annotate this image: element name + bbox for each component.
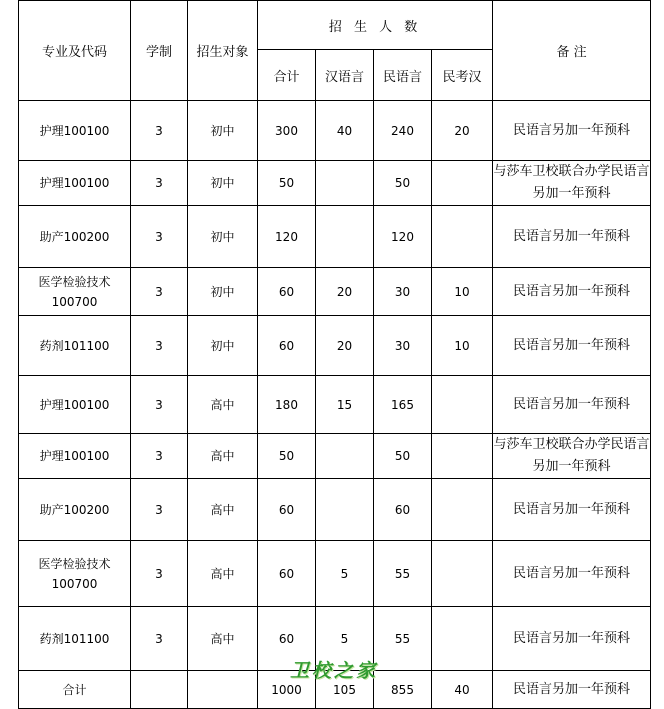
cell-minkao: 20 [432, 101, 493, 161]
table-row [19, 541, 651, 607]
cell-minority: 60 [374, 479, 432, 541]
cell-chinese: 40 [316, 101, 374, 161]
header-enrollment-count: 招 生 人 数 [258, 1, 493, 50]
cell-major: 护理100100 [19, 434, 131, 479]
totals-chinese: 105 [316, 671, 374, 709]
cell-minkao [432, 206, 493, 268]
cell-chinese: 5 [316, 607, 374, 671]
cell-major: 护理100100 [19, 161, 131, 206]
cell-minkao [432, 161, 493, 206]
cell-minority: 55 [374, 541, 432, 607]
cell-minority: 50 [374, 434, 432, 479]
table-row [19, 101, 651, 161]
cell-target: 高中 [188, 434, 258, 479]
cell-duration: 3 [131, 101, 188, 161]
cell-duration: 3 [131, 206, 188, 268]
totals-minority: 855 [374, 671, 432, 709]
cell-minority: 30 [374, 268, 432, 316]
header-duration: 学制 [131, 1, 188, 101]
cell-total: 120 [258, 206, 316, 268]
cell-total: 60 [258, 316, 316, 376]
totals-total: 1000 [258, 671, 316, 709]
cell-remarks: 民语言另加一年预科 [493, 479, 651, 541]
cell-chinese [316, 206, 374, 268]
cell-chinese [316, 479, 374, 541]
cell-target: 初中 [188, 268, 258, 316]
table-row [19, 316, 651, 376]
cell-total: 60 [258, 541, 316, 607]
totals-target [188, 671, 258, 709]
cell-minkao: 10 [432, 268, 493, 316]
totals-remarks: 民语言另加一年预科 [493, 671, 651, 709]
cell-duration: 3 [131, 607, 188, 671]
cell-total: 60 [258, 607, 316, 671]
cell-chinese: 20 [316, 268, 374, 316]
cell-major: 助产100200 [19, 206, 131, 268]
cell-remarks: 与莎车卫校联合办学民语言另加一年预科 [493, 161, 651, 206]
cell-duration: 3 [131, 479, 188, 541]
totals-duration [131, 671, 188, 709]
cell-major: 药剂101100 [19, 316, 131, 376]
cell-total: 60 [258, 479, 316, 541]
cell-remarks: 民语言另加一年预科 [493, 541, 651, 607]
table-row [19, 268, 651, 316]
cell-minority: 30 [374, 316, 432, 376]
cell-remarks: 民语言另加一年预科 [493, 376, 651, 434]
cell-major: 护理100100 [19, 376, 131, 434]
cell-target: 初中 [188, 101, 258, 161]
cell-target: 初中 [188, 316, 258, 376]
header-minkao: 民考汉 [432, 50, 493, 101]
cell-minkao: 10 [432, 316, 493, 376]
header-chinese: 汉语言 [316, 50, 374, 101]
table-row [19, 434, 651, 479]
cell-remarks: 民语言另加一年预科 [493, 101, 651, 161]
cell-minority: 50 [374, 161, 432, 206]
cell-major: 医学检验技术100700 [19, 541, 131, 607]
cell-remarks: 民语言另加一年预科 [493, 316, 651, 376]
watermark-logo: 卫校之家 [290, 660, 379, 682]
cell-minkao [432, 541, 493, 607]
totals-minkao: 40 [432, 671, 493, 709]
cell-target: 初中 [188, 161, 258, 206]
cell-remarks: 民语言另加一年预科 [493, 206, 651, 268]
cell-minkao [432, 479, 493, 541]
cell-chinese: 20 [316, 316, 374, 376]
totals-label: 合计 [19, 671, 131, 709]
header-major: 专业及代码 [19, 1, 131, 101]
table-row [19, 206, 651, 268]
cell-target: 高中 [188, 541, 258, 607]
cell-duration: 3 [131, 316, 188, 376]
table-row [19, 161, 651, 206]
cell-total: 60 [258, 268, 316, 316]
cell-total: 50 [258, 434, 316, 479]
cell-remarks: 民语言另加一年预科 [493, 268, 651, 316]
cell-target: 高中 [188, 479, 258, 541]
cell-minkao [432, 434, 493, 479]
cell-chinese: 15 [316, 376, 374, 434]
cell-major: 医学检验技术100700 [19, 268, 131, 316]
cell-major: 助产100200 [19, 479, 131, 541]
cell-duration: 3 [131, 268, 188, 316]
cell-duration: 3 [131, 376, 188, 434]
cell-minkao [432, 376, 493, 434]
cell-duration: 3 [131, 434, 188, 479]
cell-total: 180 [258, 376, 316, 434]
cell-total: 300 [258, 101, 316, 161]
cell-duration: 3 [131, 541, 188, 607]
cell-duration: 3 [131, 161, 188, 206]
cell-remarks: 与莎车卫校联合办学民语言另加一年预科 [493, 434, 651, 479]
header-target: 招生对象 [188, 1, 258, 101]
cell-target: 高中 [188, 376, 258, 434]
cell-target: 高中 [188, 607, 258, 671]
cell-major: 护理100100 [19, 101, 131, 161]
table-row [19, 376, 651, 434]
cell-chinese: 5 [316, 541, 374, 607]
header-remarks: 备 注 [493, 1, 651, 101]
cell-minkao [432, 607, 493, 671]
cell-minority: 55 [374, 607, 432, 671]
cell-major: 药剂101100 [19, 607, 131, 671]
cell-chinese [316, 434, 374, 479]
table-row [19, 479, 651, 541]
cell-minority: 120 [374, 206, 432, 268]
header-minority-language: 民语言 [374, 50, 432, 101]
cell-minority: 240 [374, 101, 432, 161]
enrollment-table [18, 0, 651, 709]
header-total: 合计 [258, 50, 316, 101]
cell-remarks: 民语言另加一年预科 [493, 607, 651, 671]
cell-target: 初中 [188, 206, 258, 268]
cell-chinese [316, 161, 374, 206]
cell-total: 50 [258, 161, 316, 206]
cell-minority: 165 [374, 376, 432, 434]
